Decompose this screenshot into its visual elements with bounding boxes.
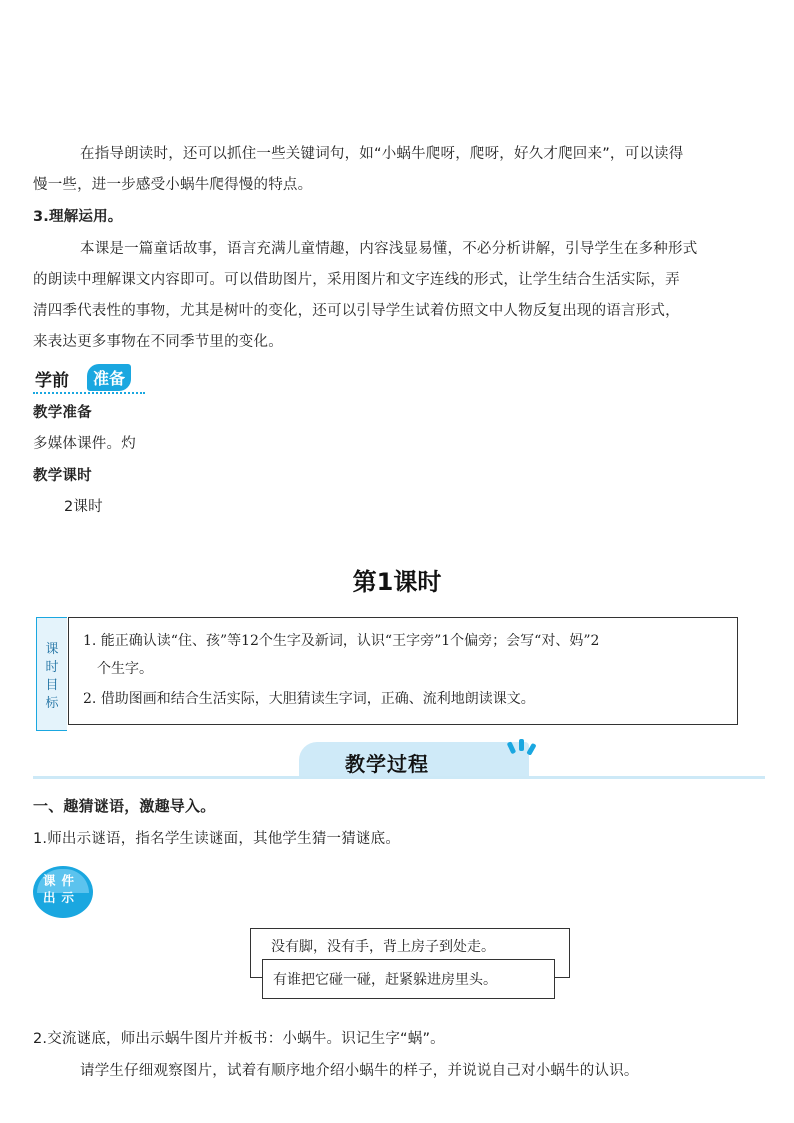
step1-text: 1.师出示谜语，指名学生读谜面，其他学生猜一猜谜底。 xyxy=(33,831,401,847)
objectives-label-char: 时 xyxy=(45,660,59,675)
intro-para2-line2: 的朗读中理解课文内容即可。可以借助图片，采用图片和文字连线的形式，让学生结合生活实际，弄 xyxy=(33,272,680,288)
splash-icon xyxy=(505,738,545,768)
teaching-prep-title: 教学准备 xyxy=(33,405,92,421)
process-banner-title: 教学过程 xyxy=(345,752,429,776)
objective-item1-line2: 个生字。 xyxy=(97,661,153,677)
objectives-label-char: 课 xyxy=(45,642,59,657)
objectives-label-char: 目 xyxy=(45,678,59,693)
riddle-line2: 有谁把它碰一碰，赶紧躲进房里头。 xyxy=(273,972,497,988)
badge-char: 出 xyxy=(43,890,56,905)
section1-title: 一、趣猜谜语，激趣导入。 xyxy=(33,797,216,815)
objectives-label xyxy=(36,617,67,731)
prep-header xyxy=(33,362,145,394)
teaching-prep-text: 多媒体课件。灼 xyxy=(33,436,136,452)
objectives-label-char: 标 xyxy=(45,696,59,711)
item3-title: 3.理解运用。 xyxy=(33,209,123,225)
intro-para2-line3: 清四季代表性的事物，尤其是树叶的变化，还可以引导学生试着仿照文中人物反复出现的语言形式， xyxy=(33,303,680,319)
prep-header-part1: 学前 xyxy=(35,371,69,391)
step2-paragraph: 请学生仔细观察图片，试着有顺序地介绍小蜗牛的样子，并说说自己对小蜗牛的认识。 xyxy=(80,1063,639,1079)
badge-char: 课 xyxy=(43,873,56,888)
hours-title: 教学课时 xyxy=(33,468,92,484)
intro-para2-line4: 来表达更多事物在不同季节里的变化。 xyxy=(33,334,283,350)
process-banner xyxy=(33,738,765,784)
badge-char: 件 xyxy=(61,873,75,888)
hours-text: 2课时 xyxy=(64,499,103,515)
lesson-title: 第1课时 xyxy=(352,568,442,596)
courseware-badge xyxy=(33,866,95,922)
intro-para2-line1: 本课是一篇童话故事，语言充满儿童情趣，内容浅显易懂，不必分析讲解，引导学生在多种形式 xyxy=(80,241,698,257)
badge-char: 示 xyxy=(61,890,75,905)
objectives-box xyxy=(68,617,738,725)
intro-para1-line2: 慢一些，进一步感受小蜗牛爬得慢的特点。 xyxy=(33,177,313,193)
objective-item2: 2. 借助图画和结合生活实际，大胆猜读生字词，正确、流利地朗读课文。 xyxy=(83,691,535,707)
intro-para1-line1: 在指导朗读时，还可以抓住一些关键词句，如“小蜗牛爬呀，爬呀，好久才爬回来”，可以读得 xyxy=(80,146,684,162)
riddle-box-front xyxy=(262,959,555,999)
prep-header-underline xyxy=(33,392,145,394)
step2-text: 2.交流谜底，师出示蜗牛图片并板书：小蜗牛。识记生字“蜗”。 xyxy=(33,1031,445,1047)
objective-item1-line1: 1. 能正确认读“住、孩”等12个生字及新词，认识“王字旁”1个偏旁；会写“对、妈”2 xyxy=(83,633,600,649)
prep-header-part2: 准备 xyxy=(87,364,131,391)
riddle-line1: 没有脚，没有手，背上房子到处走。 xyxy=(271,939,495,955)
